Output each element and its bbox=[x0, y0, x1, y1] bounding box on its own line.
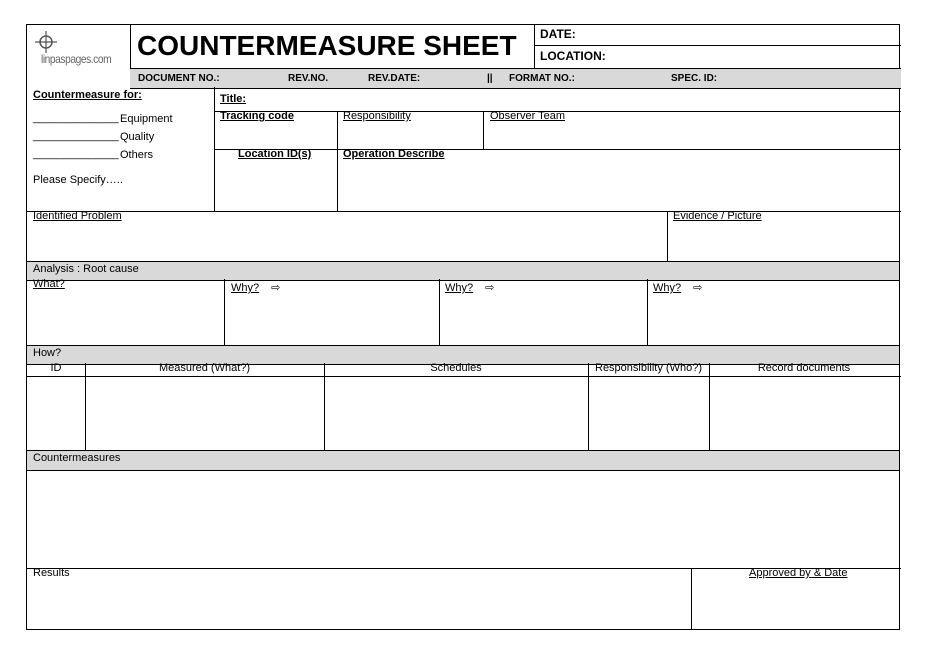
logo-text: linpaspages.com bbox=[41, 52, 112, 66]
analysis-header-bar bbox=[27, 261, 899, 281]
others-option: Others bbox=[120, 149, 154, 161]
location-label: LOCATION: bbox=[540, 49, 606, 63]
observer-team-label: Observer Team bbox=[490, 110, 565, 122]
location-field[interactable] bbox=[627, 46, 899, 67]
why-1: Why? ⇨ bbox=[231, 282, 281, 294]
col-schedules: Schedules bbox=[430, 362, 482, 374]
others-blank[interactable]: ______________ bbox=[33, 148, 119, 160]
equipment-blank[interactable]: ______________ bbox=[33, 112, 119, 124]
countermeasures-header-bar bbox=[27, 450, 899, 471]
document-no-label: DOCUMENT NO.: bbox=[138, 73, 220, 84]
location-ids-label: Location ID(s) bbox=[238, 148, 312, 160]
crosshair-logo-icon bbox=[35, 31, 57, 53]
col-responsibility: Responsibility (Who?) bbox=[595, 362, 702, 374]
col-record-documents: Record documents bbox=[757, 362, 851, 374]
how-header: How? bbox=[33, 347, 62, 359]
rev-date-label: REV.DATE: bbox=[368, 73, 421, 84]
why-2: Why? ⇨ bbox=[445, 282, 495, 294]
page-title: COUNTERMEASURE SHEET bbox=[137, 30, 517, 61]
responsibility-label: Responsibility bbox=[343, 110, 411, 122]
logo bbox=[31, 31, 127, 69]
approved-by-date-label: Approved by & Date bbox=[749, 567, 848, 579]
tracking-code-label: Tracking code bbox=[220, 110, 294, 122]
please-specify: Please Specify….. bbox=[33, 174, 123, 186]
spec-id-label: SPEC. ID: bbox=[671, 73, 718, 84]
evidence-picture-label: Evidence / Picture bbox=[673, 210, 762, 222]
date-field[interactable] bbox=[607, 26, 899, 45]
separator: || bbox=[487, 73, 493, 84]
col-measured: Measured (What?) bbox=[158, 362, 251, 374]
identified-problem-label: Identified Problem bbox=[33, 210, 122, 222]
right-arrow-icon: ⇨ bbox=[485, 282, 495, 294]
right-arrow-icon: ⇨ bbox=[271, 282, 281, 294]
rev-no-label: REV.NO. bbox=[288, 73, 329, 84]
format-no-label: FORMAT NO.: bbox=[509, 73, 575, 84]
equipment-option: Equipment bbox=[120, 113, 173, 125]
countermeasure-sheet bbox=[26, 24, 900, 630]
countermeasure-for-label: Countermeasure for: bbox=[33, 89, 142, 101]
operation-describe-label: Operation Describe bbox=[343, 148, 445, 160]
results-label: Results bbox=[33, 567, 70, 579]
why-3: Why? ⇨ bbox=[653, 282, 703, 294]
quality-option: Quality bbox=[120, 131, 155, 143]
right-arrow-icon: ⇨ bbox=[693, 282, 703, 294]
quality-blank[interactable]: ______________ bbox=[33, 130, 119, 142]
col-id: ID bbox=[50, 362, 62, 374]
what-label: What? bbox=[33, 278, 65, 290]
analysis-header: Analysis : Root cause bbox=[33, 263, 139, 275]
title-label: Title: bbox=[220, 93, 247, 105]
countermeasures-header: Countermeasures bbox=[33, 452, 121, 464]
date-label: DATE: bbox=[540, 27, 576, 41]
